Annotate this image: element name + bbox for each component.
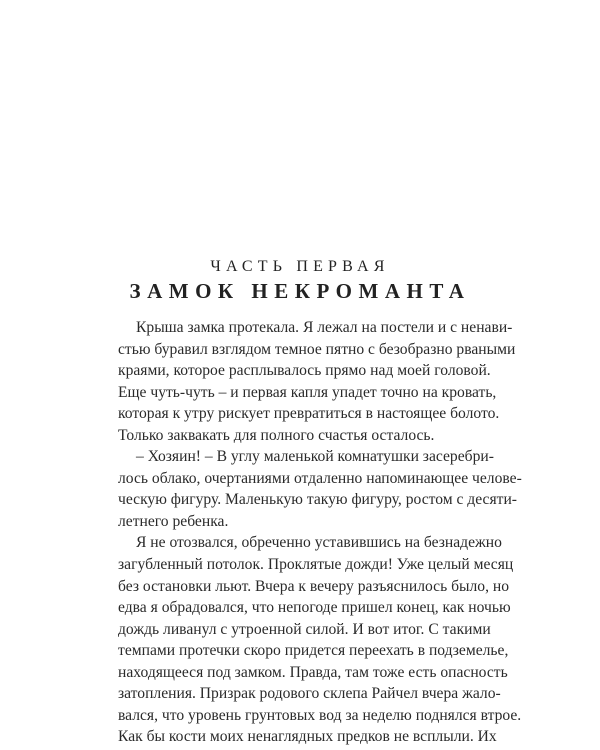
text-line: едва я обрадовался, что непогоде пришел конец, как ночью [118,599,511,617]
text-line: Только заквакать для полного счастья осталось. [118,426,435,444]
chapter-title: ЗАМОК НЕКРОМАНТА [129,279,471,303]
text-line: находящееся под замком. Правда, там тоже есть опасность [118,663,508,681]
text-line: которая к утру рискует превратиться в настоящее болото. [118,405,500,423]
text-line: затопления. Призрак родового склепа Райчел вчера жало- [118,685,501,703]
text-line: стью буравил взглядом темное пятно с безобразно рваными [118,340,516,358]
text-line: темпами протечки скоро придется переехать в подземелье, [118,642,509,660]
text-line: дождь ливанул с утроенной силой. И вот итог. С такими [118,620,491,638]
text-line: Крыша замка протекала. Я лежал на постели и с ненави- [136,319,513,336]
text-line: лось облако, очертаниями отдаленно напоминающее челове- [118,469,522,487]
text-line: Еще чуть-чуть – и первая капля упадет точно на кровать, [118,383,497,401]
text-line: – Хозяин! – В углу маленькой комнатушки засеребри- [136,448,494,466]
text-line: краями, которое расплывалось прямо над моей головой. [118,362,491,380]
text-line: Я не отозвался, обреченно уставившись на безнадежно [136,534,502,552]
text-line: загубленный потолок. Проклятые дожди! Уже целый месяц [118,556,514,574]
text-line: вался, что уровень грунтовых вод за неделю поднялся втрое. [118,706,522,724]
body-text [118,317,522,748]
text-line: ческую фигуру. Маленькую такую фигуру, ростом с десяти- [118,491,518,509]
text-line: Как бы кости моих ненаглядных предков не всплыли. Их [118,728,497,746]
part-title: ЧАСТЬ ПЕРВАЯ [210,258,390,275]
text-line: летнего ребенка. [118,512,229,530]
chapter-heading [0,256,600,304]
text-line: без остановки льют. Вчера к вечеру разъяснилось было, но [118,577,510,595]
